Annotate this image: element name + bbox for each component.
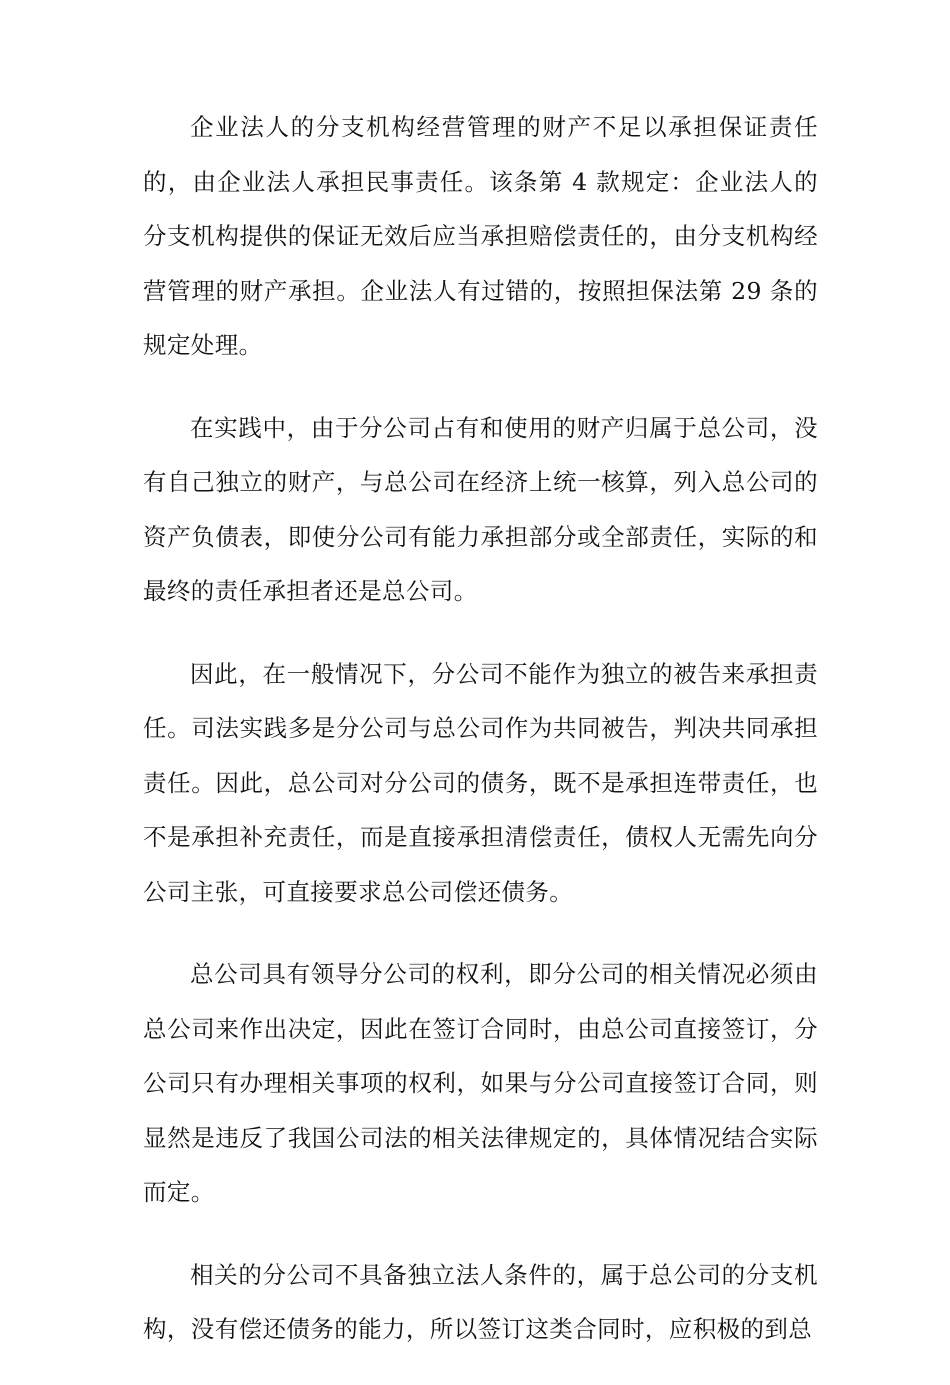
paragraph-5: 相关的分公司不具备独立法人条件的，属于总公司的分支机构，没有偿还债务的能力，所以签订这类合同时，应积极的到总	[143, 1260, 818, 1343]
paragraph-3: 因此，在一般情况下，分公司不能作为独立的被告来承担责任。司法实践多是分公司与总公司作为共同被告，判决共同承担责任。因此，总公司对分公司的债务，既不是承担连带责任，也不是承担补充责任，而是直接承担清偿责任，债权人无需先向分公司主张，可直接要求总公司偿还债务。	[143, 659, 818, 906]
paragraph-2: 在实践中，由于分公司占有和使用的财产归属于总公司，没有自己独立的财产，与总公司在经济上统一核算，列入总公司的资产负债表，即使分公司有能力承担部分或全部责任，实际的和最终的责任承担者还是总公司。	[143, 413, 818, 605]
paragraph-1: 企业法人的分支机构经营管理的财产不足以承担保证责任的，由企业法人承担民事责任。该条第 4 款规定：企业法人的分支机构提供的保证无效后应当承担赔偿责任的，由分支机构经营管理的财产承担。企业法人有过错的，按照担保法第 29 条的规定处理。	[143, 113, 818, 359]
document-body	[143, 100, 818, 1385]
paragraph-4: 总公司具有领导分公司的权利，即分公司的相关情况必须由总公司来作出决定，因此在签订合同时，由总公司直接签订，分公司只有办理相关事项的权利，如果与分公司直接签订合同，则显然是违反了我国公司法的相关法律规定的，具体情况结合实际而定。	[143, 960, 818, 1206]
